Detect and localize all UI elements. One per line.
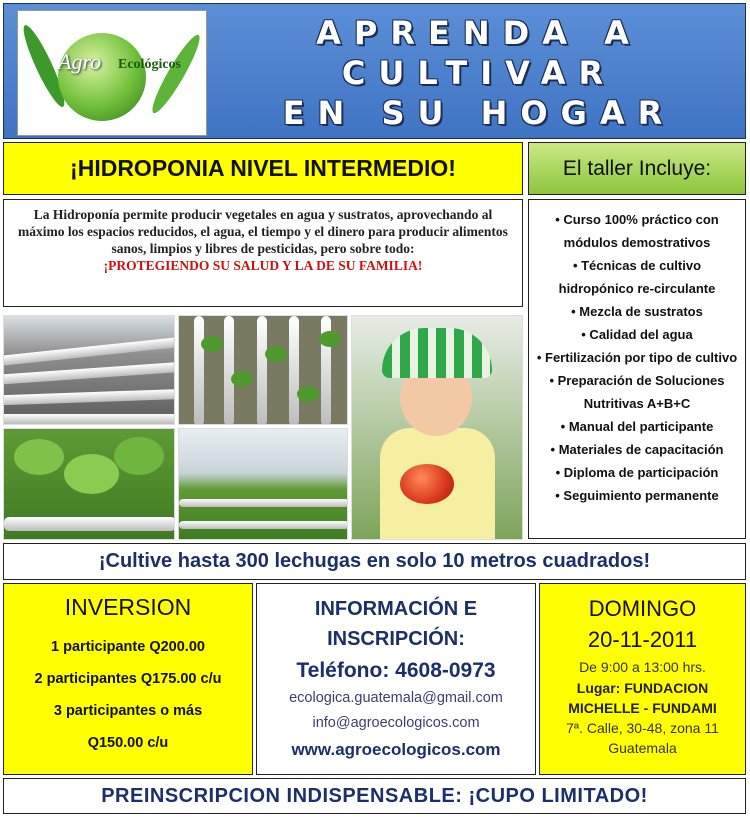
price-line: 3 participantes o más: [53, 703, 203, 719]
header-banner: [3, 3, 746, 139]
girl-hat-shape: [382, 328, 492, 378]
pricing-panel: [3, 583, 253, 775]
list-item: • Calidad del agua: [581, 327, 693, 342]
headline-line-3: EN SU HOGAR: [282, 94, 676, 132]
list-item: • Mezcla de sustratos: [571, 304, 703, 319]
contact-title-line-2: INSCRIPCIÓN:: [327, 628, 465, 650]
price-line: Q150.00 c/u: [87, 735, 169, 751]
event-time: De 9:00 a 13:00 hrs.: [579, 659, 706, 675]
pipe-shape: [179, 499, 348, 507]
tomato-icon: [400, 464, 454, 504]
event-address-line-1: 7ª. Calle, 30-48, zona 11: [566, 720, 719, 736]
website-link[interactable]: www.agroecologicos.com: [291, 740, 501, 759]
contact-email-link[interactable]: info@agroecologicos.com: [312, 715, 480, 731]
intro-text-box: [3, 199, 523, 307]
contact-email-link[interactable]: ecologica.guatemala@gmail.com: [289, 690, 503, 706]
greenhouse-pipes-photo: [3, 315, 175, 425]
list-item: • Materiales de capacitación: [550, 442, 724, 457]
pipe-shape: [3, 389, 175, 406]
pricing-title: INVERSION: [64, 594, 192, 620]
list-item: • Curso 100% práctico con módulos demostrativos: [555, 212, 719, 250]
logo-text-ecologicos: Ecológicos: [118, 57, 181, 72]
pipe-shape: [289, 316, 299, 425]
list-item: • Técnicas de cultivo hidropónico re-circulante: [558, 258, 716, 296]
lettuce-closeup-photo: [3, 428, 175, 540]
footer-notice: PREINSCRIPCION INDISPENSABLE: ¡CUPO LIMITADO!: [3, 778, 746, 814]
girl-with-tomato-photo: [351, 315, 523, 540]
event-day: DOMINGO: [588, 596, 697, 621]
plant-shape: [265, 346, 287, 362]
list-item: • Diploma de participación: [555, 465, 719, 480]
price-line: 1 participante Q200.00: [51, 639, 205, 655]
course-level-banner: ¡HIDROPONIA NIVEL INTERMEDIO!: [3, 142, 523, 195]
list-item: • Preparación de Soluciones Nutritivas A+B+C: [549, 373, 725, 411]
pipe-shape: [224, 316, 234, 425]
plant-shape: [64, 454, 119, 494]
list-item: • Seguimiento permanente: [555, 488, 719, 503]
pipe-shape: [4, 517, 175, 531]
plant-shape: [14, 439, 64, 475]
intro-highlight: ¡PROTEGIENDO SU SALUD Y LA DE SU FAMILIA!: [103, 258, 423, 273]
event-panel: [539, 583, 746, 775]
plant-shape: [319, 331, 341, 347]
pipe-shape: [257, 316, 267, 425]
pipe-shape: [179, 521, 348, 529]
intro-text: La Hidroponía permite producir vegetales en agua y sustratos, aprovechando al máximo los espacios reducidos, el agua, el tiempo y el dinero para producir alimentos sanos, limpios y libres de pesticidas, pero sobre todo:: [18, 207, 508, 256]
pipe-shape: [3, 414, 175, 424]
plant-shape: [201, 336, 223, 352]
plant-shape: [297, 386, 319, 402]
list-item: • Manual del participante: [560, 419, 714, 434]
contact-title-line-1: INFORMACIÓN E: [314, 598, 478, 620]
contact-phone[interactable]: Teléfono: 4608-0973: [296, 659, 496, 682]
pipe-shape: [3, 361, 175, 385]
event-date: 20-11-2011: [587, 627, 698, 652]
plant-shape: [231, 371, 253, 387]
headline-line-1: APRENDA A: [316, 14, 642, 52]
greenhouse-lettuce-photo: [178, 428, 348, 540]
plant-shape: [114, 437, 164, 475]
pipe-shape: [194, 316, 204, 425]
list-item: • Fertilización por tipo de cultivo: [536, 350, 738, 365]
event-place-line-1: Lugar: FUNDACION: [576, 680, 709, 696]
price-line: 2 participantes Q175.00 c/u: [34, 671, 222, 687]
slogan-banner: ¡Cultive hasta 300 lechugas en solo 10 metros cuadrados!: [3, 543, 746, 580]
contact-panel: [256, 583, 536, 775]
event-address-line-2: Guatemala: [608, 740, 677, 756]
leaf-icon: [147, 31, 206, 117]
agroecologicos-logo: [17, 10, 207, 136]
includes-list: [535, 208, 739, 507]
vertical-towers-photo: [178, 315, 348, 425]
globe-icon: [58, 33, 146, 121]
headline-line-2: CULTIVAR: [341, 54, 617, 92]
logo-text-agro: Agro: [58, 49, 102, 74]
pipe-shape: [3, 336, 175, 367]
event-place-line-2: MICHELLE - FUNDAMI: [568, 700, 717, 716]
includes-panel: [528, 199, 746, 539]
includes-title: El taller Incluye:: [528, 142, 746, 195]
